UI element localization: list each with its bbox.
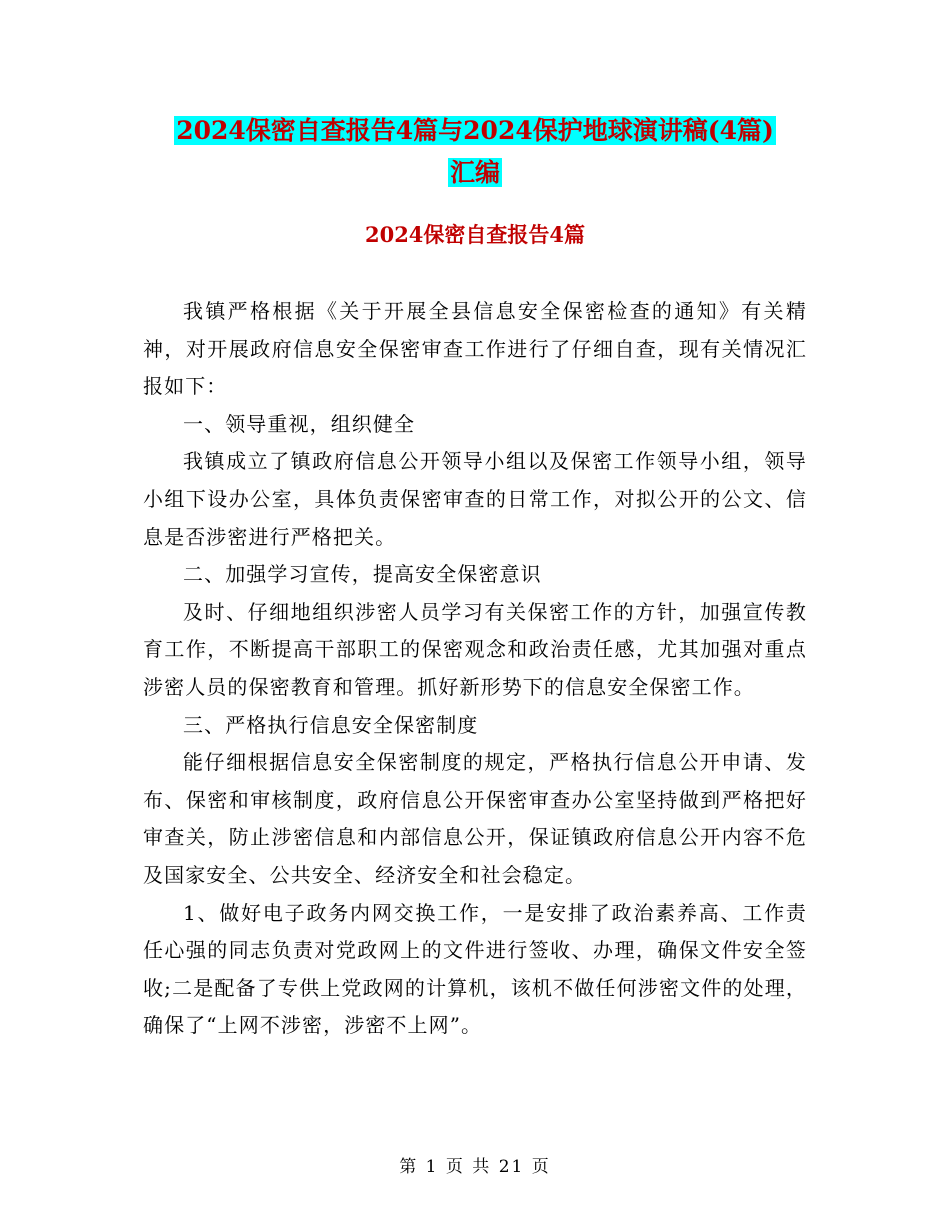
title-highlight: 2024保密自查报告4篇与2024保护地球演讲稿(4篇): [176, 116, 774, 145]
paragraph: 我镇成立了镇政府信息公开领导小组以及保密工作领导小组，领导小组下设办公室，具体负责保密审查的日常工作，对拟公开的公文、信息是否涉密进行严格把关。: [143, 449, 807, 549]
paragraph: 我镇严格根据《关于开展全县信息安全保密检查的通知》有关精神，对开展政府信息安全保密审查工作进行了仔细自查，现有关情况汇报如下：: [143, 299, 807, 399]
page-number-footer: 第 1 页 共 21 页: [399, 1157, 551, 1177]
section-title: 2024保密自查报告4篇: [364, 222, 586, 247]
document-title-line-1: [140, 110, 810, 152]
paragraph: 及时、仔细地组织涉密人员学习有关保密工作的方针，加强宣传教育工作，不断提高干部职工的保密观念和政治责任感，尤其加强对重点涉密人员的保密教育和管理。抓好新形势下的信息安全保密工作。: [143, 599, 807, 699]
heading-paragraph: 三、严格执行信息安全保密制度: [183, 712, 479, 737]
heading-paragraph: 二、加强学习宣传，提高安全保密意识: [183, 562, 542, 587]
title-highlight: 汇编: [449, 158, 500, 187]
heading-paragraph: 一、领导重视，组织健全: [183, 411, 416, 436]
paragraph: 1、做好电子政务内网交换工作，一是安排了政治素养高、工作责任心强的同志负责对党政网上的文件进行签收、办理，确保文件安全签收;二是配备了专供上党政网的计算机，该机不做任何涉密文件的处理，确保了“上网不涉密，涉密不上网”。: [143, 900, 807, 1038]
document-title-line-2: [140, 152, 810, 194]
paragraph: 能仔细根据信息安全保密制度的规定，严格执行信息公开申请、发布、保密和审核制度，政府信息公开保密审查办公室坚持做到严格把好审查关，防止涉密信息和内部信息公开，保证镇政府信息公开内容不危及国家安全、公共安全、经济安全和社会稳定。: [143, 750, 807, 887]
document-body: [143, 293, 807, 1045]
